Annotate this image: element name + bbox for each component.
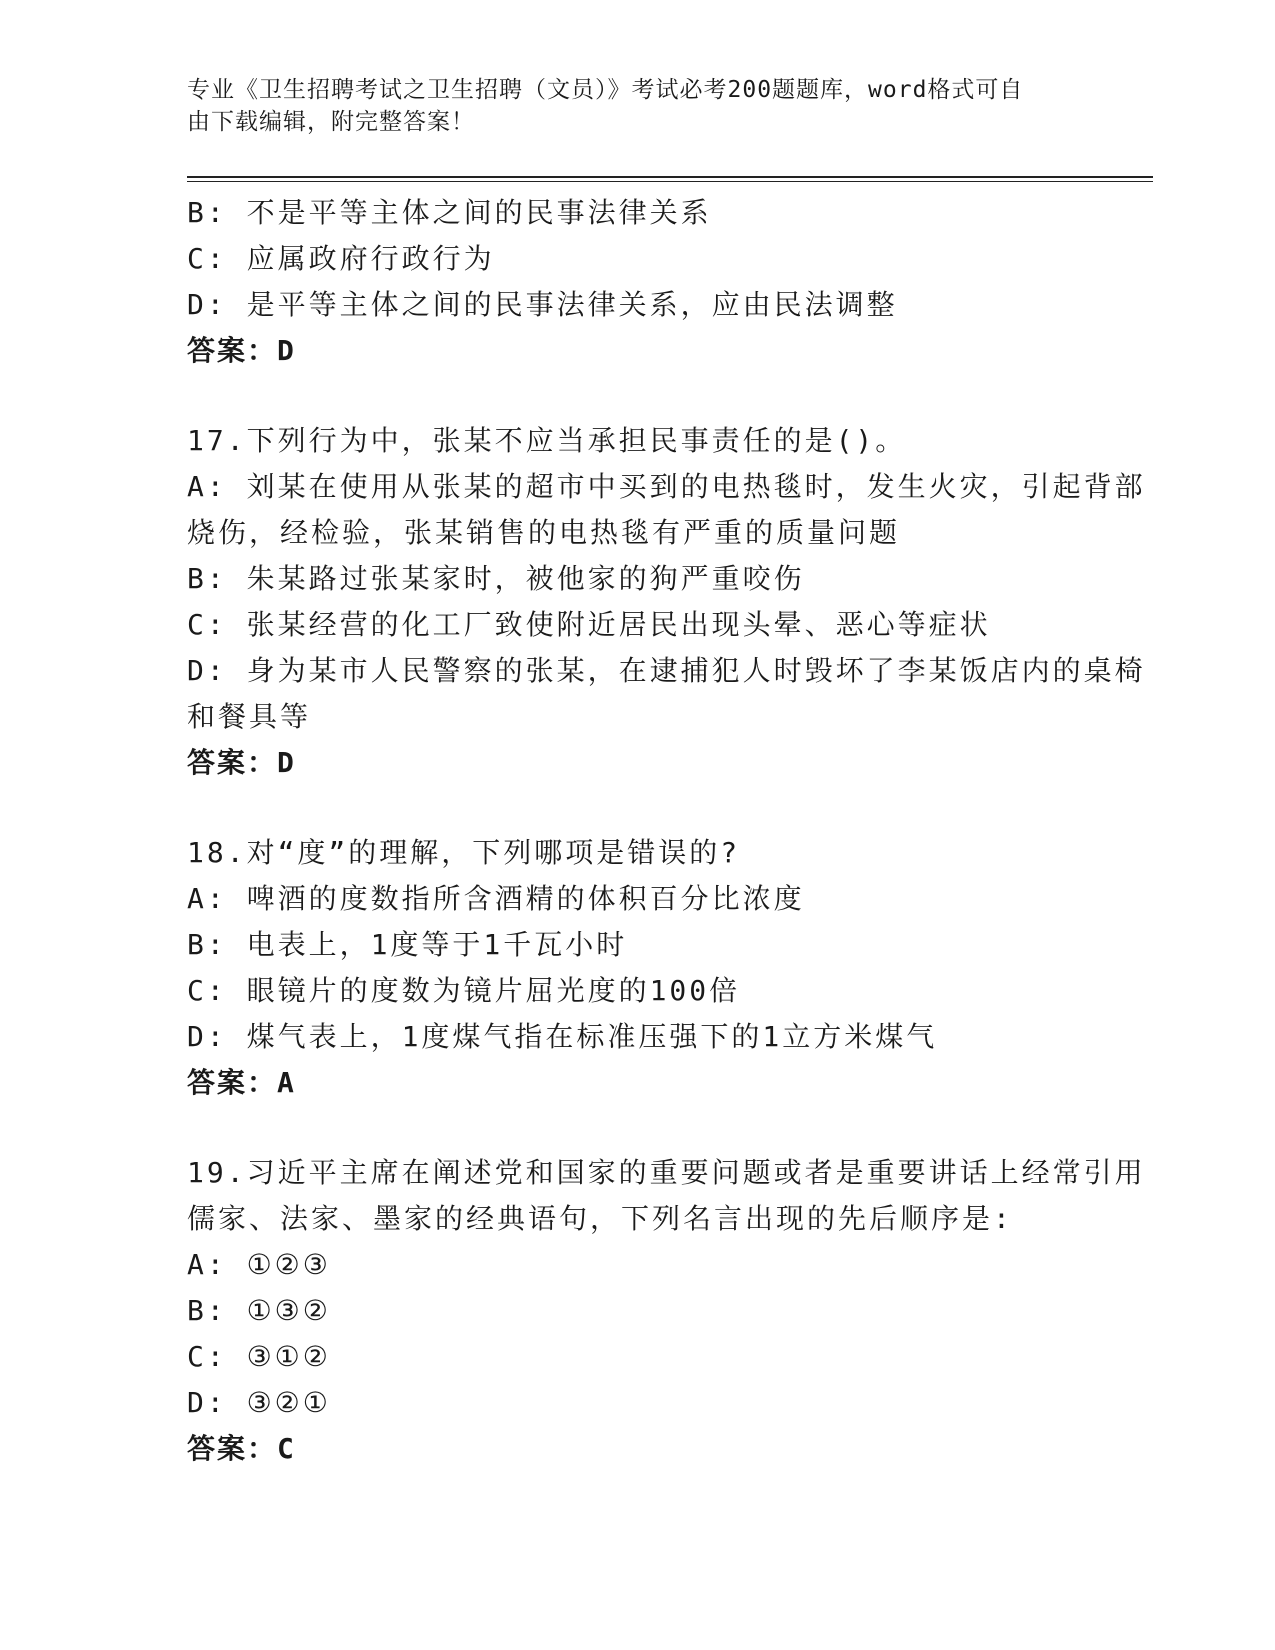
header-line-1: 专业《卫生招聘考试之卫生招聘（文员）》考试必考200题题库，word格式可自 (187, 77, 1024, 103)
header-rule-thick (187, 176, 1153, 178)
spacer (187, 786, 1087, 830)
question-text: 18.对“度”的理解，下列哪项是错误的? (187, 836, 741, 869)
option-c: C: 眼镜片的度数为镜片屈光度的100倍 (187, 974, 741, 1007)
option-a: A: 啤酒的度数指所含酒精的体积百分比浓度 (187, 882, 805, 915)
document-header (187, 74, 1067, 138)
spacer (187, 1106, 1087, 1150)
option-c: C: 应属政府行政行为 (187, 242, 495, 275)
question-text: 17.下列行为中，张某不应当承担民事责任的是()。 (187, 424, 907, 457)
header-line-2: 由下载编辑，附完整答案！ (187, 109, 475, 135)
option-b: B: 电表上，1度等于1千瓦小时 (187, 928, 628, 961)
option-d: D: 是平等主体之间的民事法律关系，应由民法调整 (187, 288, 898, 321)
spacer (187, 374, 1087, 418)
option-a-continued: 烧伤，经检验，张某销售的电热毯有严重的质量问题 (187, 516, 901, 549)
option-a: A: 刘某在使用从张某的超市中买到的电热毯时，发生火灾，引起背部 (187, 470, 1146, 503)
answer-line: 答案：C (187, 1432, 296, 1465)
option-d: D: 煤气表上，1度煤气指在标准压强下的1立方米煤气 (187, 1020, 938, 1053)
option-b: B: 朱某路过张某家时，被他家的狗严重咬伤 (187, 562, 805, 595)
question-17 (187, 418, 1146, 786)
option-c: C: ③①② (187, 1340, 331, 1373)
option-d: D: ③②① (187, 1386, 331, 1419)
question-16-tail (187, 190, 1087, 374)
answer-line: 答案：D (187, 334, 296, 367)
answer-line: 答案：D (187, 746, 296, 779)
question-text: 19.习近平主席在阐述党和国家的重要问题或者是重要讲话上经常引用 (187, 1156, 1146, 1189)
question-list (187, 190, 1146, 1472)
option-c: C: 张某经营的化工厂致使附近居民出现头晕、恶心等症状 (187, 608, 991, 641)
question-text-continued: 儒家、法家、墨家的经典语句，下列名言出现的先后顺序是: (187, 1202, 1013, 1235)
header-rule-thin (187, 181, 1153, 182)
option-a: A: ①②③ (187, 1248, 331, 1281)
option-b: B: ①③② (187, 1294, 331, 1327)
option-d-continued: 和餐具等 (187, 700, 312, 733)
answer-line: 答案：A (187, 1066, 296, 1099)
question-18 (187, 830, 1087, 1106)
option-d: D: 身为某市人民警察的张某，在逮捕犯人时毁坏了李某饭店内的桌椅 (187, 654, 1146, 687)
option-b: B: 不是平等主体之间的民事法律关系 (187, 196, 712, 229)
question-19 (187, 1150, 1146, 1472)
